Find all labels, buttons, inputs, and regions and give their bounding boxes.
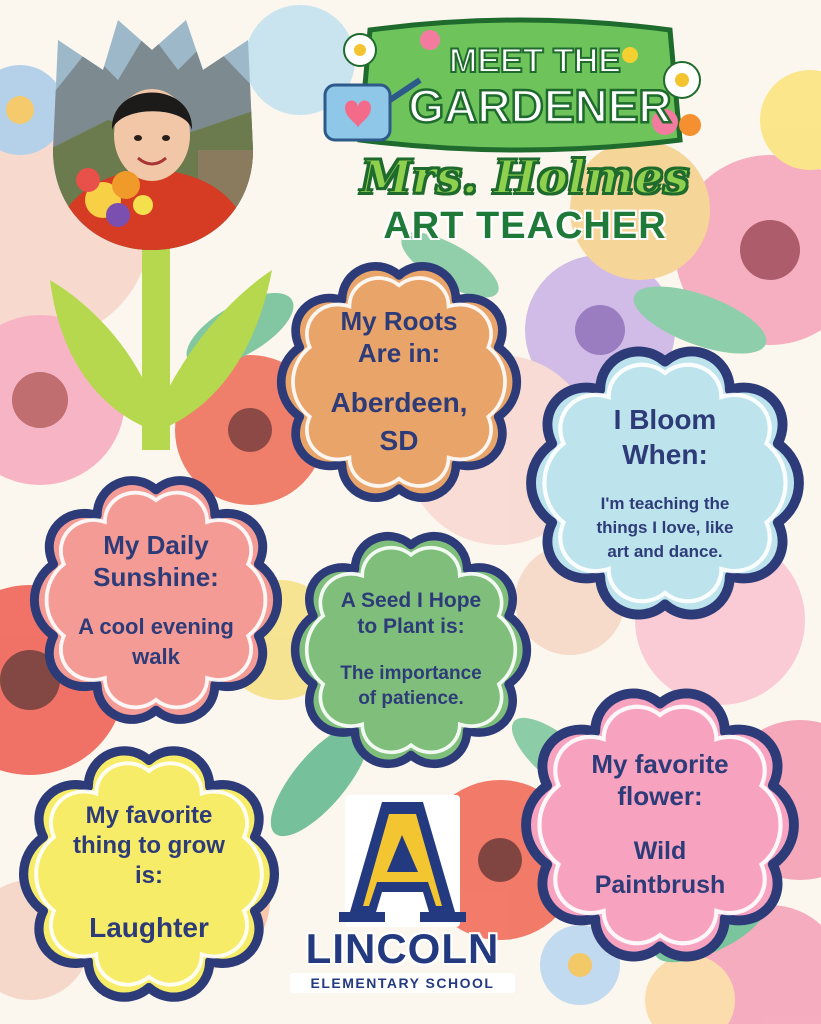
card-bloom-title-1: I Bloom (613, 404, 717, 436)
card-grow-title-3: is: (134, 862, 163, 890)
card-grow-answer-1: Laughter (89, 912, 209, 944)
card-seed-title-1: A Seed I Hope (340, 589, 482, 613)
teacher-role: ART TEACHER (383, 205, 667, 247)
teacher-name: Mrs. Holmes (360, 150, 690, 204)
card-seed-answer-2: of patience. (358, 688, 464, 710)
card-flower-answer-2: Paintbrush (594, 870, 726, 899)
card-roots-title-1: My Roots (340, 305, 458, 336)
card-bloom (520, 342, 810, 624)
card-seed (286, 528, 536, 772)
card-favorite-flower (514, 684, 806, 966)
card-bloom-title-2: When: (622, 439, 708, 471)
card-seed-title-2: to Plant is: (357, 615, 465, 639)
school-subtitle: ELEMENTARY SCHOOL (290, 973, 515, 993)
card-grow-title-2: thing to grow (73, 832, 225, 860)
card-bloom-answer-2: things I love, like (596, 518, 734, 538)
banner-line-1: MEET THE (449, 42, 621, 80)
card-sunshine-answer-1: A cool evening (78, 613, 234, 639)
card-sunshine-title-1: My Daily (103, 529, 209, 560)
card-flower-title-2: flower: (617, 781, 703, 812)
card-favorite-grow (14, 742, 284, 1006)
card-roots (270, 258, 528, 506)
card-flower-answer-1: Wild (633, 836, 687, 865)
card-sunshine-title-2: Sunshine: (93, 562, 219, 593)
banner-line-2: GARDENER (408, 80, 672, 132)
teacher-photo (48, 10, 256, 255)
card-sunshine (24, 472, 288, 728)
card-seed-answer-1: The importance (340, 662, 482, 684)
school-name: LINCOLN (305, 925, 500, 972)
card-roots-answer-1: Aberdeen, (330, 386, 468, 418)
card-grow-title-1: My favorite (85, 802, 213, 830)
card-flower-title-1: My favorite (591, 748, 729, 779)
tulip-stem-icon (40, 240, 280, 460)
card-roots-answer-2: SD (379, 424, 419, 456)
card-bloom-answer-1: I'm teaching the (600, 494, 730, 514)
meet-the-gardener-banner (320, 10, 720, 160)
card-sunshine-answer-2: walk (132, 643, 180, 669)
card-bloom-answer-3: art and dance. (607, 541, 723, 561)
card-roots-title-2: Are in: (357, 338, 441, 369)
